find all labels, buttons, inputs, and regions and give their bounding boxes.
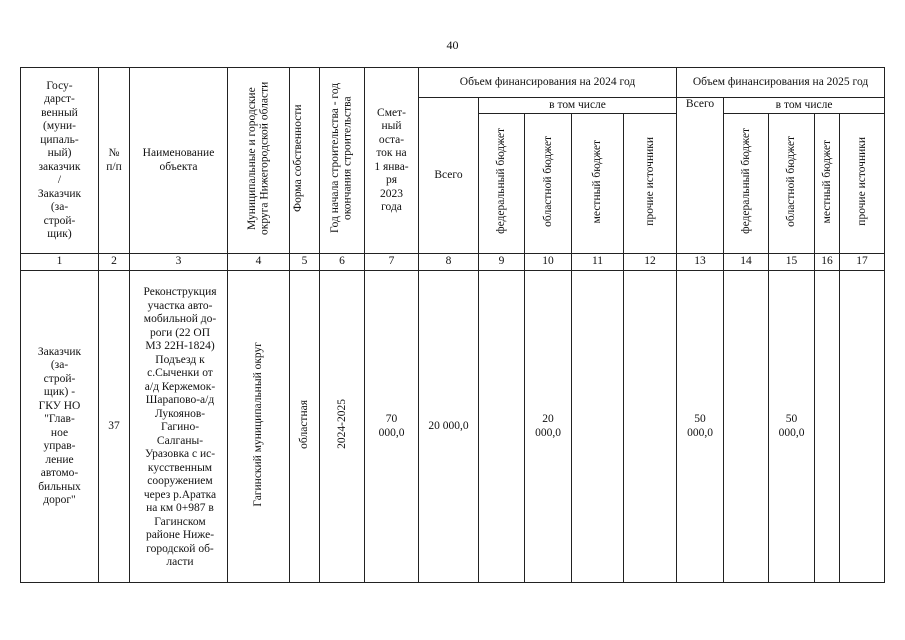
header-local-2024 [572,114,624,254]
header-other-2024 [624,114,677,254]
column-number: 5 [290,254,320,271]
row-ownership-text: областная [298,399,311,449]
column-number: 15 [769,254,815,271]
row-num: 37 [99,271,130,583]
header-regional-2024 [525,114,572,254]
header-funding-2024: Объем финансирования на 2024 год [419,68,677,98]
column-number: 4 [228,254,290,271]
funding-table [20,67,885,583]
header-num: № п/п [99,68,130,254]
column-number: 3 [130,254,228,271]
header-including-2024: в том числе [479,98,677,114]
header-local-2024-text: местный бюджет [591,139,604,223]
row-estimated-balance: 70 000,0 [365,271,419,583]
column-number: 12 [624,254,677,271]
row-federal-2025 [724,271,769,583]
header-ownership-form [290,68,320,254]
column-number: 13 [677,254,724,271]
header-federal-2025 [724,114,769,254]
header-funding-2025: Объем финансирования на 2025 год [677,68,885,98]
header-federal-2024-text: федеральный бюджет [495,128,508,235]
row-object-name: Реконструкция участка авто- мобильной до- роги (22 ОП МЗ 22Н-1824) Подъезд к с.Сыченки от а/д Кержемок- Шарапово-а/д Лукоянов- Гагино- Салганы- Уразовка с ис- кусственным сооружением через р.Аратка на км 0+987 в Гагинском районе Ниже- городской об- ласти [130,271,228,583]
header-years-text: Год начала строительства - год окончания строительства [329,83,354,234]
table-row [21,271,885,583]
row-local-2024 [572,271,624,583]
header-object-name: Наименование объекта [130,68,228,254]
column-number: 7 [365,254,419,271]
row-municipality-text: Гагинский муниципальный округ [252,341,265,507]
row-regional-2025: 50 000,0 [769,271,815,583]
column-number: 16 [815,254,840,271]
row-customer: Заказчик (за- строй- щик) - ГКУ НО "Глав- ное управ- ление автомо- бильных дорог" [21,271,99,583]
row-years-text: 2024-2025 [335,399,348,450]
column-number: 14 [724,254,769,271]
column-number: 9 [479,254,525,271]
header-construction-years [320,68,365,254]
column-number: 6 [320,254,365,271]
column-number: 10 [525,254,572,271]
header-local-2025-text: местный бюджет [820,139,833,223]
header-local-2025 [815,114,840,254]
row-ownership-form [290,271,320,583]
header-ownership-text: Форма собственности [292,104,304,213]
header-estimated-balance: Смет- ный оста- ток на 1 янва- ря 2023 года [365,68,419,254]
header-other-2024-text: прочие источники [643,136,656,226]
header-regional-2024-text: областной бюджет [541,135,554,227]
header-customer: Госу- дарст- венный (муни- ципаль- ный) заказчик / Заказчик (за- строй- щик) [21,68,99,254]
row-municipality [228,271,290,583]
header-municipalities-text: Муниципальные и городские округа Нижегородской области [245,81,270,235]
header-other-2025 [840,114,885,254]
row-other-2024 [624,271,677,583]
column-number: 8 [419,254,479,271]
header-regional-2025-text: областной бюджет [785,135,798,227]
column-number: 11 [572,254,624,271]
header-regional-2025 [769,114,815,254]
header-federal-2025-text: федеральный бюджет [739,128,752,235]
header-including-2025: в том числе [724,98,885,114]
header-total-2025: Всего [677,98,724,254]
header-federal-2024 [479,114,525,254]
row-federal-2024 [479,271,525,583]
column-number-row [21,254,885,271]
column-number: 1 [21,254,99,271]
row-total-2024: 20 000,0 [419,271,479,583]
header-municipalities [228,68,290,254]
page-number: 40 [446,38,459,52]
row-other-2025 [840,271,885,583]
row-years [320,271,365,583]
row-total-2025: 50 000,0 [677,271,724,583]
header-total-2024: Всего [419,98,479,254]
column-number: 17 [840,254,885,271]
column-number: 2 [99,254,130,271]
row-regional-2024: 20 000,0 [525,271,572,583]
row-local-2025 [815,271,840,583]
header-other-2025-text: прочие источники [855,136,868,226]
